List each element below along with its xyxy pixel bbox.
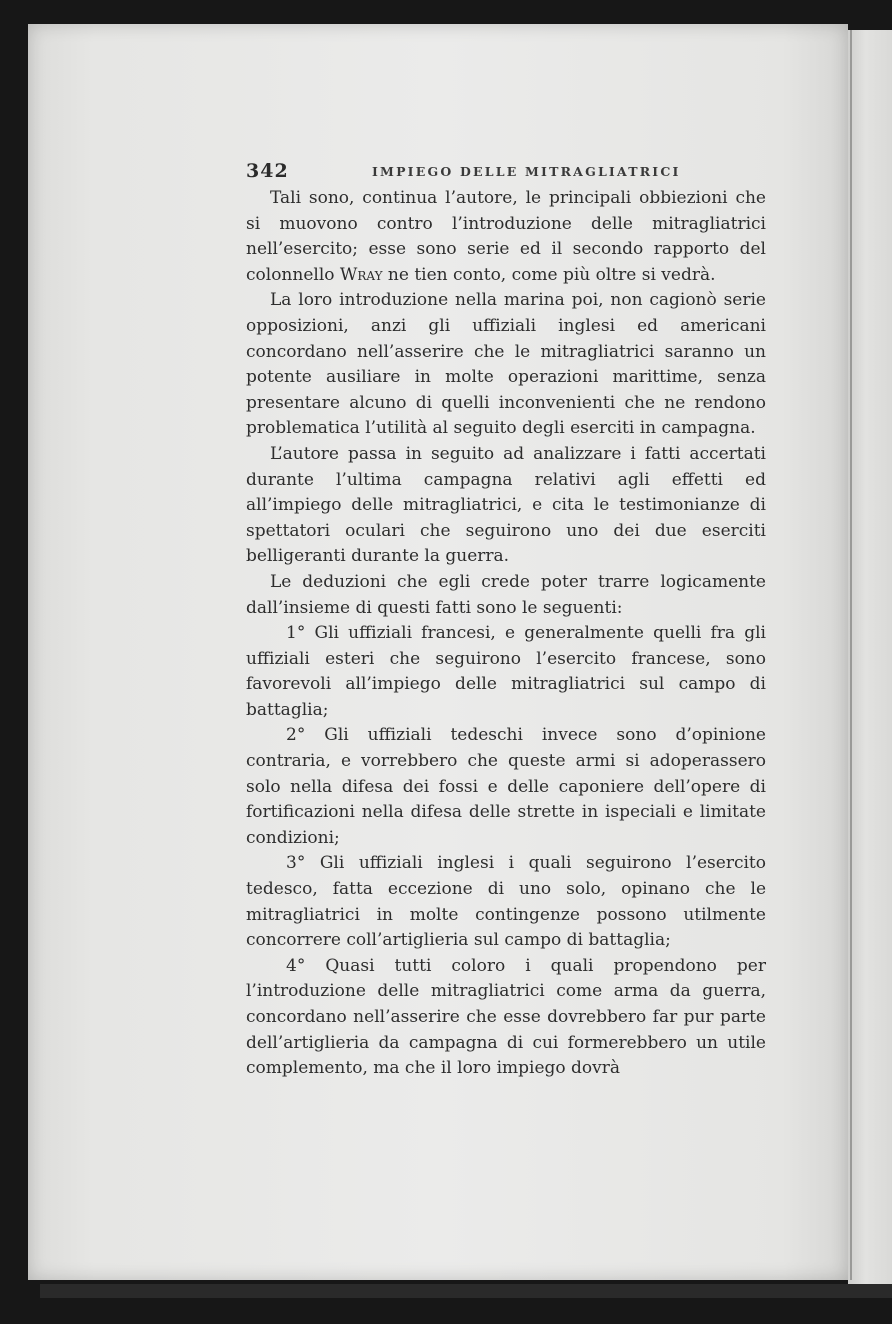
author-name: Wray <box>339 264 383 285</box>
list-item-3: 3° Gli uffiziali inglesi i quali seguirono l’esercito tedesco, fatta eccezione di uno solo, opinano che le mitragliatrici in molte contingenze possono utilmente concorrere coll’artiglieria sul campo di battaglia; <box>246 853 766 951</box>
page-fold-line <box>850 30 852 1280</box>
paragraph-3: L’autore passa in seguito ad analizzare i fatti accertati durante l’ultima campagna relativi agli effetti ed all’impiego delle mitragliatrici, e cita le testimonianze di spettatori oculari che seguirono uno dei due eserciti belligeranti durante la guerra. <box>246 443 766 567</box>
page-number: 342 <box>246 160 289 182</box>
body-text <box>246 186 766 1082</box>
paragraph-2: La loro introduzione nella marina poi, non cagionò serie opposizioni, anzi gli uffiziali inglesi ed americani concordano nell’asserire che le mitragliatrici saranno un potente ausiliare in molte operazioni marittime, senza presentare alcuno di quelli inconvenienti che ne rendono problematica l’utilità al seguito degli eserciti in campagna. <box>246 290 766 439</box>
paragraph-1-text-a: Tali sono, continua l’autore, le principali obbiezioni che si muovono contro l’introduzione delle mitragliatrici nell’esercito; esse sono serie ed il secondo rapporto del colonnello <box>246 188 766 285</box>
running-head: IMPIEGO DELLE MITRAGLIATRICI <box>372 164 681 179</box>
paragraph-4: Le deduzioni che egli crede poter trarre logicamente dall’insieme di questi fatti sono le seguenti: <box>246 571 766 618</box>
paragraph-1-text-b: ne tien conto, come più oltre si vedrà. <box>382 264 716 285</box>
paragraph-1 <box>246 186 766 288</box>
bottom-shadow <box>40 1284 892 1298</box>
list-item-2: 2° Gli uffiziali tedeschi invece sono d’opinione contraria, e vorrebbero che queste armi si adoperassero solo nella difesa dei fossi e delle caponiere dell’opere di fortificazioni nella difesa delle strette in ispeciali e limitate condizioni; <box>246 725 766 848</box>
list-item-1: 1° Gli uffiziali francesi, e generalmente quelli fra gli uffiziali esteri che seguirono l’esercito francese, sono favorevoli all’impiego delle mitragliatrici sul campo di battaglia; <box>246 623 766 720</box>
next-page-edge <box>848 30 892 1290</box>
list-item-4: 4° Quasi tutti coloro i quali propendono per l’introduzione delle mitragliatrici come arma da guerra, concordano nell’asserire che esse dovrebbero far pur parte dell’artiglieria da campagna di cui formerebbero un utile complemento, ma che il loro impiego dovrà <box>246 955 766 1079</box>
